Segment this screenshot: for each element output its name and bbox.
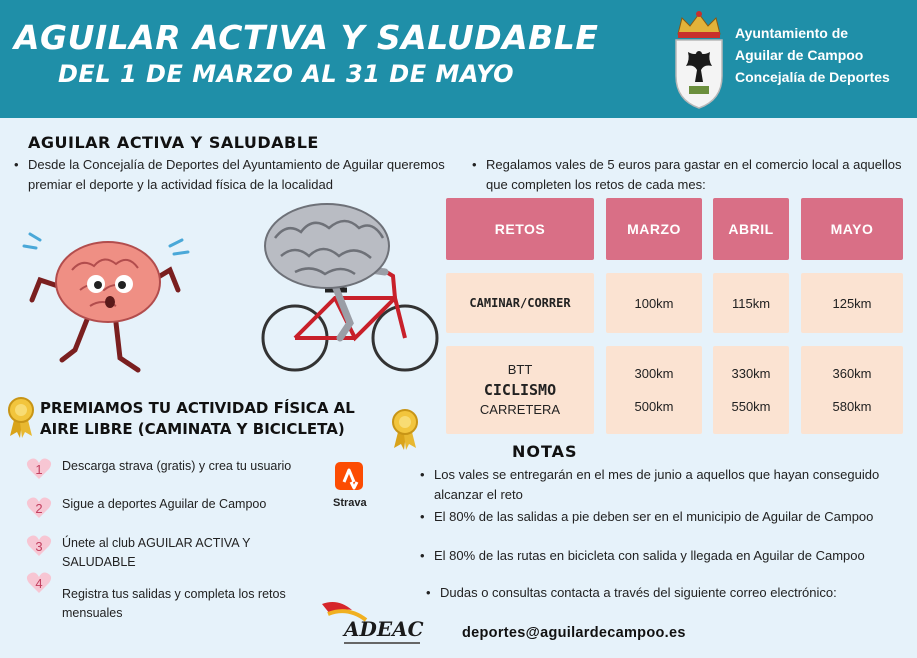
header-banner: [0, 0, 917, 118]
carretera-value: 580km: [832, 399, 872, 414]
table-cell: [801, 346, 903, 434]
btt-value: 300km: [634, 366, 674, 381]
row-label-btt: BTT: [507, 362, 533, 377]
contact-email: deportes@aguilardecampoo.es: [462, 625, 686, 641]
step-text: Registra tus salidas y completa los retos mensuales: [62, 587, 286, 620]
strava-logo-icon: [335, 462, 363, 490]
table-header: MARZO: [606, 198, 702, 260]
step-number-heart: [26, 496, 52, 520]
table-row-label: [446, 346, 594, 434]
note-item: • Dudas o consultas contacta a través del siguiente correo electrónico:: [440, 583, 860, 603]
step-text: Únete al club AGUILAR ACTIVA Y SALUDABLE: [62, 536, 251, 569]
step-number: 1: [35, 461, 43, 477]
org-line: Aguilar de Campoo: [735, 47, 864, 63]
note-item: • El 80% de las salidas a pie deben ser en el municipio de Aguilar de Campoo: [434, 507, 889, 527]
intro-heading: AGUILAR ACTIVA Y SALUDABLE: [28, 133, 319, 152]
page-title: AGUILAR ACTIVA Y SALUDABLE: [14, 18, 599, 57]
step-text: Descarga strava (gratis) y crea tu usuario: [62, 459, 292, 473]
notas-heading: NOTAS: [512, 442, 578, 461]
table-header: RETOS: [446, 198, 594, 260]
note-item: • El 80% de las rutas en bicicleta con salida y llegada en Aguilar de Campoo: [434, 546, 889, 566]
medal-icon: [390, 408, 420, 450]
btt-value: 360km: [832, 366, 872, 381]
table-cell: [713, 346, 789, 434]
step-number: 3: [35, 538, 43, 554]
medal-icon: [6, 396, 36, 438]
organization-name: [735, 22, 890, 88]
row-label-ciclismo: CICLISMO: [483, 381, 557, 399]
adeac-logo-icon: [318, 596, 428, 650]
table-row-label: CAMINAR/CORRER: [446, 273, 594, 333]
step-number-heart: [26, 457, 52, 481]
step-text: Sigue a deportes Aguilar de Campoo: [62, 497, 267, 511]
table-cell: 100km: [606, 273, 702, 333]
step-number: 4: [35, 575, 43, 591]
cycling-brain-illustration: [255, 198, 445, 383]
step-number-heart: [26, 571, 52, 595]
table-header: ABRIL: [713, 198, 789, 260]
intro-bullet: • Desde la Concejalía de Deportes del Ayuntamiento de Aguilar queremos premiar el deporte y la actividad física de la localidad: [28, 155, 474, 195]
coat-of-arms-icon: [668, 8, 730, 112]
step-number-heart: [26, 534, 52, 558]
running-brain-illustration: [20, 210, 195, 385]
row-label-carretera: CARRETERA: [479, 402, 561, 417]
table-cell: 125km: [801, 273, 903, 333]
intro-bullet: • Regalamos vales de 5 euros para gastar en el comercio local a aquellos que completen los retos de cada mes:: [486, 155, 906, 195]
premios-heading: PREMIAMOS TU ACTIVIDAD FÍSICA AL AIRE LIBRE (CAMINATA Y BICICLETA): [40, 399, 355, 438]
carretera-value: 550km: [731, 399, 771, 414]
btt-value: 330km: [731, 366, 771, 381]
strava-label: Strava: [333, 497, 367, 509]
page-subtitle: DEL 1 DE MARZO AL 31 DE MAYO: [58, 60, 515, 88]
step-number: 2: [35, 500, 43, 516]
table-cell: 115km: [713, 273, 789, 333]
adeac-logo-text: ADEAC: [344, 617, 424, 641]
org-line: Ayuntamiento de: [735, 25, 849, 41]
carretera-value: 500km: [634, 399, 674, 414]
note-item: • Los vales se entregarán en el mes de junio a aquellos que hayan conseguido alcanzar el reto: [434, 465, 889, 505]
org-line: Concejalía de Deportes: [735, 69, 890, 85]
table-header: MAYO: [801, 198, 903, 260]
table-cell: [606, 346, 702, 434]
